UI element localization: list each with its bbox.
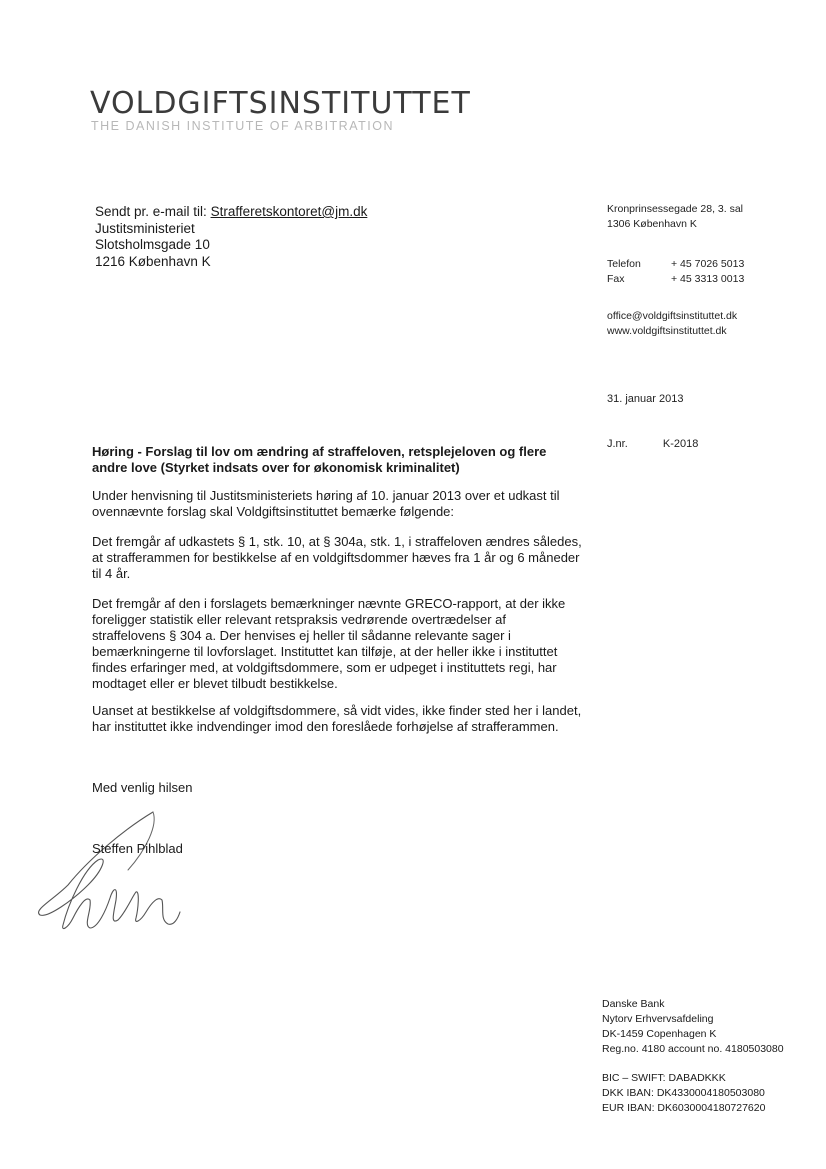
signatory-name: Steffen Pihlblad (92, 841, 183, 856)
sender-web[interactable]: www.voldgiftsinstituttet.dk (607, 325, 727, 337)
recipient-line-2: Slotsholmsgade 10 (95, 237, 210, 252)
recipient-email-link[interactable]: Strafferetskontoret@jm.dk (210, 204, 368, 219)
bank-details (602, 997, 784, 1057)
bank-dkk-iban: DKK IBAN: DK4330004180503080 (602, 1087, 765, 1099)
sender-online (607, 309, 737, 339)
handwritten-signature (28, 800, 208, 940)
fax-value: + 45 3313 0013 (671, 273, 745, 285)
sender-email[interactable]: office@voldgiftsinstituttet.dk (607, 310, 738, 322)
body-paragraph: Under henvisning til Justitsministeriets høring af 10. januar 2013 over et udkast til ovennævnte forslag skal Voldgiftsinstituttet bemærke følgende: (92, 488, 560, 519)
bank-swift: BIC – SWIFT: DABADKKK (602, 1072, 726, 1084)
phone-value: + 45 7026 5013 (671, 258, 745, 270)
bank-account: Reg.no. 4180 account no. 4180503080 (602, 1043, 784, 1055)
bank-branch: Nytorv Erhvervsafdeling (602, 1013, 714, 1025)
org-logo-name: VOLDGIFTSINSTITUTTET (90, 86, 471, 121)
org-logo-subtitle: THE DANISH INSTITUTE OF ARBITRATION (91, 119, 394, 133)
body-paragraph: Uanset at bestikkelse af voldgiftsdommere, så vidt vides, ikke finder sted her i landet, har instituttet ikke indvendinger imod den foreslåede forhøjelse af strafferammen. (92, 703, 582, 734)
closing-greeting: Med venlig hilsen (92, 780, 193, 795)
bank-city: DK-1459 Copenhagen K (602, 1028, 717, 1040)
sent-prefix: Sendt pr. e-mail til: (95, 204, 211, 219)
body-paragraph: Det fremgår af udkastets § 1, stk. 10, at § 304a, stk. 1, i straffeloven ændres således, at strafferammen for bestikkelse af en voldgiftsdommer hæves fra 1 år og 6 måneder til 4 år. (92, 534, 582, 581)
fax-label: Fax (607, 273, 625, 285)
recipient-line-1: Justitsministeriet (95, 220, 195, 236)
recipient-line-3: 1216 København K (95, 253, 211, 269)
fax-row (607, 272, 744, 287)
phone-row (607, 257, 744, 272)
journal-label: J.nr. (607, 438, 628, 450)
bank-eur-iban: EUR IBAN: DK6030004180727620 (602, 1102, 766, 1114)
phone-label: Telefon (607, 258, 641, 270)
journal-value: K-2018 (662, 438, 699, 450)
letter-subject: Høring - Forslag til lov om ændring af straffeloven, retsplejeloven og flere andre love (Styrket indsats over for økonomisk kriminalitet) (92, 444, 547, 475)
letter-date: 31. januar 2013 (607, 393, 684, 405)
sender-city: 1306 København K (607, 218, 697, 230)
sender-contact (607, 257, 744, 287)
sender-address (607, 202, 743, 232)
bank-iban-details (602, 1071, 765, 1116)
journal-number (607, 437, 698, 452)
sent-line (95, 204, 367, 221)
bank-name: Danske Bank (602, 998, 665, 1010)
body-paragraph: Det fremgår af den i forslagets bemærkninger nævnte GRECO-rapport, at der ikke foreligger statistik eller relevant retspraksis vedrørende overtrædelser af straffelovens § 304 a. Der henvises ej heller til sådanne relevante sager i bemærkningerne til lovforslaget. Instituttet kan tilføje, at der heller ikke i instituttet findes erfaringer med, at voldgiftsdommere, som er udpeget i instituttets regi, har modtaget eller er blevet tilbudt bestikkelse. (92, 596, 566, 691)
sender-street: Kronprinsessegade 28, 3. sal (607, 203, 744, 215)
recipient-address (95, 204, 367, 270)
